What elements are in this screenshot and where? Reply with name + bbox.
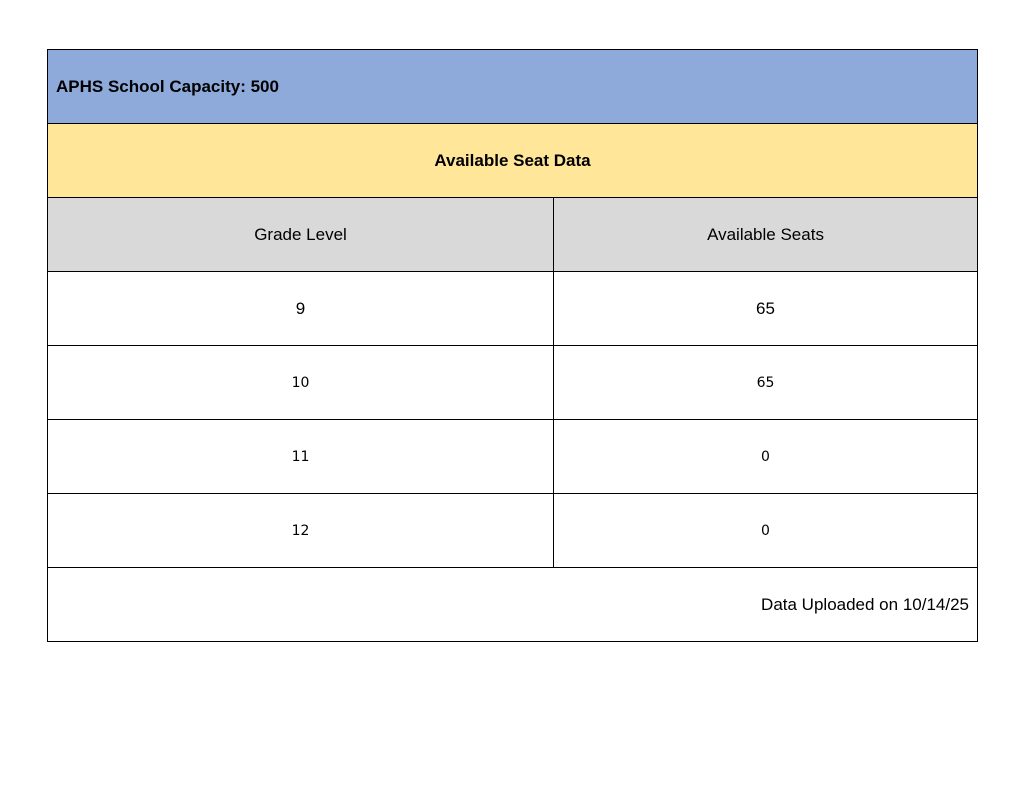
seats-cell: 0 <box>554 494 978 568</box>
seats-cell: 65 <box>554 272 978 346</box>
grade-cell: 9 <box>48 272 554 346</box>
table-row <box>48 494 978 568</box>
grade-cell: 10 <box>48 346 554 420</box>
table-row <box>48 420 978 494</box>
footer-row <box>48 568 978 642</box>
grade-cell: 12 <box>48 494 554 568</box>
table-row <box>48 272 978 346</box>
seats-cell: 0 <box>554 420 978 494</box>
upload-date-note: Data Uploaded on 10/14/25 <box>48 568 978 642</box>
column-header-grade: Grade Level <box>48 198 554 272</box>
seat-data-table <box>47 49 978 642</box>
section-row <box>48 124 978 198</box>
capacity-title: APHS School Capacity: 500 <box>48 50 978 124</box>
table-row <box>48 346 978 420</box>
column-header-seats: Available Seats <box>554 198 978 272</box>
title-row <box>48 50 978 124</box>
header-row <box>48 198 978 272</box>
grade-cell: 11 <box>48 420 554 494</box>
seats-cell: 65 <box>554 346 978 420</box>
section-title: Available Seat Data <box>48 124 978 198</box>
